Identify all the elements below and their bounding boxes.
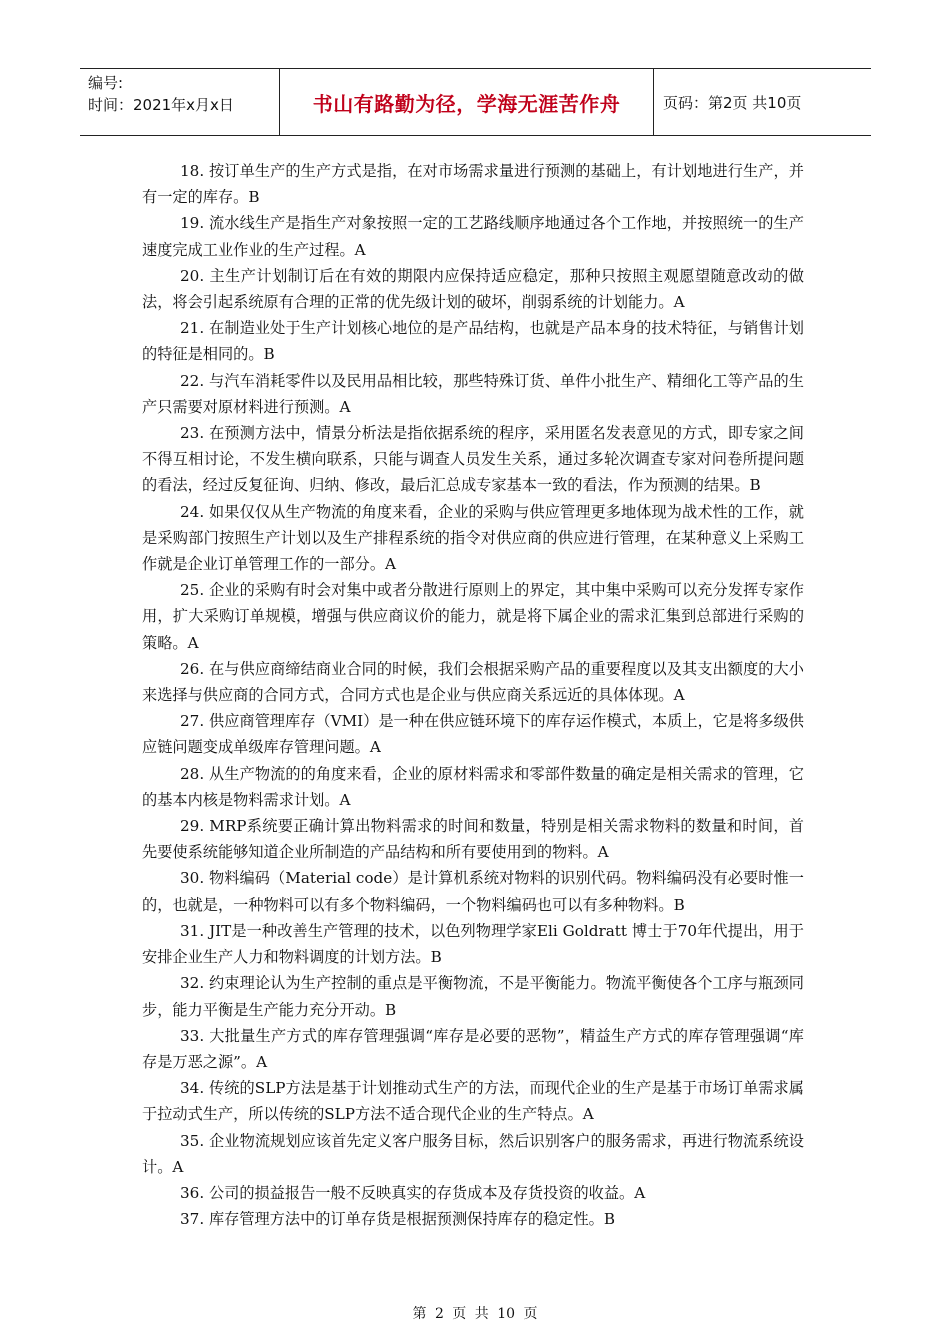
question-item-23: 23. 在预测方法中，情景分析法是指依据系统的程序，采用匿名发表意见的方式，即专家之间不得互相讨论，不发生横向联系，只能与调查人员发生关系，通过多轮次调查专家对问卷所提问题的看法，经过反复征询、归纳、修改，最后汇总成专家基本一致的看法，作为预测的结果。B <box>142 424 804 495</box>
header-top-rule <box>80 68 871 69</box>
question-item-32: 32. 约束理论认为生产控制的重点是平衡物流，不是平衡能力。物流平衡使各个工序与瓶颈同步，能力平衡是生产能力充分开动。B <box>142 974 804 1019</box>
question-item-18: 18. 按订单生产的生产方式是指，在对市场需求量进行预测的基础上，有计划地进行生产，并有一定的库存。B <box>142 162 804 207</box>
question-item-28: 28. 从生产物流的的角度来看，企业的原材料需求和零部件数量的确定是相关需求的管理，它的基本内核是物料需求计划。A <box>142 764 804 809</box>
question-item-30: 30. 物料编码（Material code）是计算机系统对物料的识别代码。物料编码没有必要时惟一的，也就是，一种物料可以有多个物料编码，一个物料编码也可以有多种物料。B <box>142 869 804 914</box>
question-item-25: 25. 企业的采购有时会对集中或者分散进行原则上的界定，其中集中采购可以充分发挥专家作用，扩大采购订单规模，增强与供应商议价的能力，就是将下属企业的需求汇集到总部进行采购的策略。A <box>142 581 804 652</box>
header-bottom-rule <box>80 135 871 136</box>
question-item-24: 24. 如果仅仅从生产物流的角度来看，企业的采购与供应管理更多地体现为战术性的工作，就是采购部门按照生产计划以及生产排程系统的指令对供应商的供应进行管理，在某种意义上采购工作就是企业订单管理工作的一部分。A <box>142 502 804 574</box>
page-header <box>80 68 871 136</box>
question-item-26: 26. 在与供应商缔结商业合同的时候，我们会根据采购产品的重要程度以及其支出额度的大小来选择与供应商的合同方式，合同方式也是企业与供应商关系远近的具体体现。A <box>142 659 804 705</box>
question-list <box>142 158 804 1232</box>
question-item-33: 33. 大批量生产方式的库存管理强调“库存是必要的恶物”，精益生产方式的库存管理强调“库存是万恶之源”。A <box>142 1026 804 1071</box>
header-page-info: 页码：第2页 共10页 <box>663 94 802 112</box>
document-number-label: 编号: <box>88 74 124 92</box>
question-item-21: 21. 在制造业处于生产计划核心地位的是产品结构，也就是产品本身的技术特征，与销售计划的特征是相同的。B <box>142 319 804 364</box>
page-footer: 第 2 页 共 10 页 <box>412 1306 538 1322</box>
question-item-34: 34. 传统的SLP方法是基于计划推动式生产的方法，而现代企业的生产是基于市场订单需求属于拉动式生产，所以传统的SLP方法不适合现代企业的生产特点。A <box>142 1079 804 1124</box>
question-item-36: 36. 公司的损益报告一般不反映真实的存货成本及存货投资的收益。A <box>180 1183 646 1202</box>
header-motto: 书山有路勤为径，学海无涯苦作舟 <box>312 92 621 116</box>
question-item-31: 31. JIT是一种改善生产管理的技术，以色列物理学家Eli Goldratt 博士于70年代提出，用于安排企业生产人力和物料调度的计划方法。B <box>142 921 804 967</box>
question-item-27: 27. 供应商管理库存（VMI）是一种在供应链环境下的库存运作模式，本质上，它是将多级供应链问题变成单级库存管理问题。A <box>142 712 804 757</box>
question-item-37: 37. 库存管理方法中的订单存货是根据预测保持库存的稳定性。B <box>180 1210 616 1229</box>
question-item-22: 22. 与汽车消耗零件以及民用品相比较，那些特殊订货、单件小批生产、精细化工等产品的生产只需要对原材料进行预测。A <box>142 371 804 416</box>
header-meta <box>88 72 234 116</box>
question-item-29: 29. MRP系统要正确计算出物料需求的时间和数量，特别是相关需求物料的数量和时间，首先要使系统能够知道企业所制造的产品结构和所有要使用到的物料。A <box>142 817 804 862</box>
question-item-19: 19. 流水线生产是指生产对象按照一定的工艺路线顺序地通过各个工作地，并按照统一的生产速度完成工业作业的生产过程。A <box>142 214 804 259</box>
header-divider-right <box>653 68 654 136</box>
document-time-label: 时间：2021年x月x日 <box>88 96 234 114</box>
question-item-20: 20. 主生产计划制订后在有效的期限内应保持适应稳定，那种只按照主观愿望随意改动的做法，将会引起系统原有合理的正常的优先级计划的破坏，削弱系统的计划能力。A <box>142 266 804 312</box>
question-item-35: 35. 企业物流规划应该首先定义客户服务目标，然后识别客户的服务需求，再进行物流系统设计。A <box>142 1131 804 1176</box>
